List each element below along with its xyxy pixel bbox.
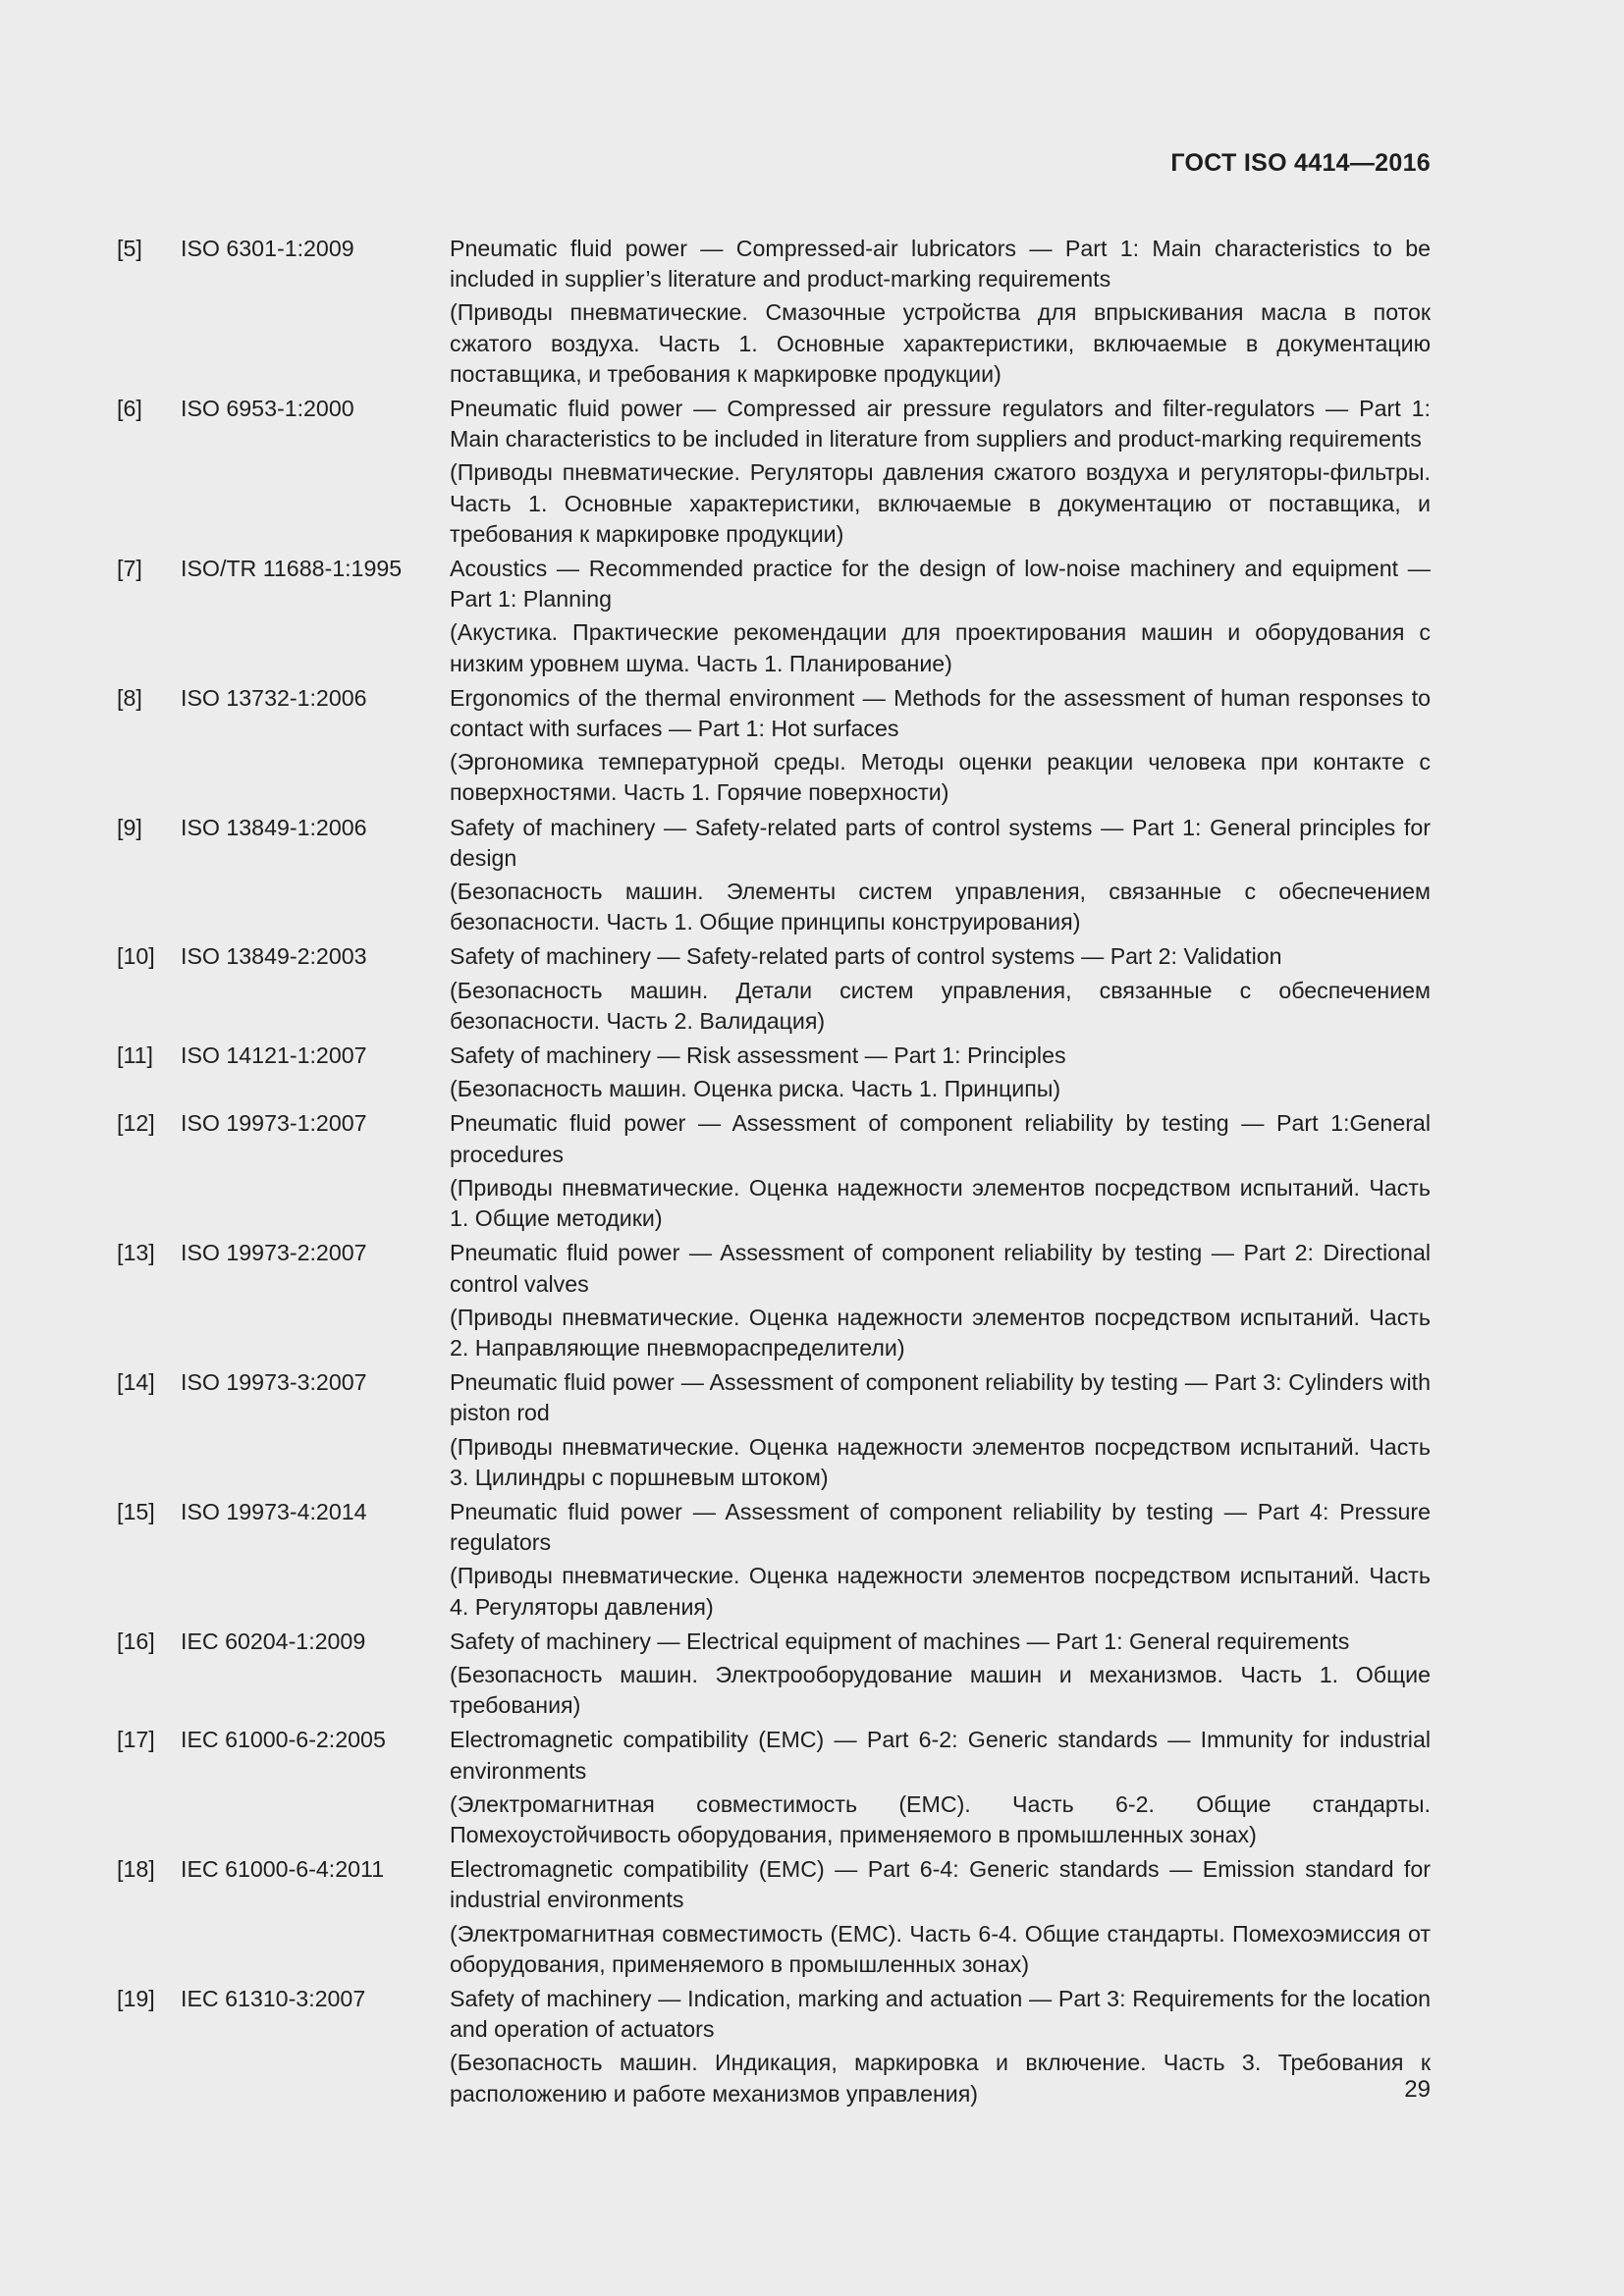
russian-title: (Электромагнитная совместимость (EMC). Часть 6-2. Общие стандарты. Помехоустойчивость оборудования, применяемого в промышленных зонах) <box>450 1790 1431 1847</box>
page-number: 29 <box>1404 2076 1431 2103</box>
bibliography-entry <box>117 1725 1431 1854</box>
bibliography-entry <box>117 1627 1431 1726</box>
entry-number: [15] <box>117 1498 155 1524</box>
entry-number: [13] <box>117 1240 155 1266</box>
entry-number: [5] <box>117 236 142 261</box>
russian-title: (Приводы пневматические. Оценка надежности элементов посредством испытаний. Часть 1. Общие методики) <box>450 1174 1431 1232</box>
english-title: Pneumatic fluid power — Assessment of component reliability by testing — Part 3: Cylinders with piston rod <box>450 1369 1431 1426</box>
standard-code: ISO 13732-1:2006 <box>181 684 367 711</box>
entry-description <box>450 941 1431 1041</box>
entry-description <box>450 1725 1431 1854</box>
entry-description <box>450 1108 1431 1238</box>
entry-description <box>450 1041 1431 1108</box>
russian-title: (Безопасность машин. Элементы систем управления, связанные с обеспечением безопасности. Часть 1. Общие принципы конструирования) <box>450 879 1431 935</box>
entry-description <box>450 234 1431 394</box>
bibliography-entry <box>117 1108 1431 1238</box>
standard-code: ISO 19973-4:2014 <box>181 1498 367 1524</box>
standard-code: ISO 19973-3:2007 <box>181 1369 367 1396</box>
entry-description <box>450 1854 1431 1984</box>
entry-number: [8] <box>117 684 142 711</box>
bibliography-entry <box>117 1984 1431 2113</box>
entry-description <box>450 1367 1431 1497</box>
standard-code: IEC 61310-3:2007 <box>181 1985 366 2011</box>
english-title: Ergonomics of the thermal environment — Methods for the assessment of human responses to contact with surfaces — Part 1: Hot surfaces <box>450 684 1431 742</box>
standard-code: ISO 13849-1:2006 <box>181 814 367 840</box>
standard-code: ISO 14121-1:2007 <box>181 1042 367 1069</box>
russian-title: (Электромагнитная совместимость (EMC). Часть 6-4. Общие стандарты. Помехоэмиссия от оборудования, применяемого в промышленных зонах) <box>450 1920 1431 1977</box>
bibliography-entry <box>117 1367 1431 1497</box>
entry-number: [16] <box>117 1628 155 1654</box>
entry-number: [12] <box>117 1110 155 1137</box>
bibliography-entry <box>117 234 1431 394</box>
entry-number: [19] <box>117 1985 155 2011</box>
standard-code: ISO 6301-1:2009 <box>181 236 354 261</box>
bibliography-entry <box>117 1497 1431 1627</box>
standard-code: IEC 61000-6-4:2011 <box>181 1856 385 1883</box>
english-title: Safety of machinery — Risk assessment — Part 1: Principles <box>450 1042 1066 1069</box>
english-title: Pneumatic fluid power — Assessment of component reliability by testing — Part 1:General procedures <box>450 1110 1431 1167</box>
entry-description <box>450 683 1431 813</box>
bibliography-entry <box>117 683 1431 813</box>
bibliography-list <box>117 234 1431 2113</box>
standard-code: IEC 60204-1:2009 <box>181 1628 366 1654</box>
russian-title: (Акустика. Практические рекомендации для проектирования машин и оборудования с низким уровнем шума. Часть 1. Планирование) <box>450 619 1431 676</box>
standard-code: ISO 13849-2:2003 <box>181 943 367 970</box>
russian-title: (Безопасность машин. Оценка риска. Часть 1. Принципы) <box>450 1076 1061 1102</box>
standard-code: ISO/TR 11688-1:1995 <box>181 556 403 582</box>
bibliography-entry <box>117 1041 1431 1108</box>
standard-code: ISO 19973-2:2007 <box>181 1240 367 1266</box>
entry-number: [11] <box>117 1042 153 1069</box>
english-title: Electromagnetic compatibility (EMC) — Part 6-2: Generic standards — Immunity for industrial environments <box>450 1727 1431 1784</box>
english-title: Safety of machinery — Indication, marking and actuation — Part 3: Requirements for the location and operation of actuators <box>450 1985 1431 2043</box>
entry-description <box>450 394 1431 554</box>
standard-code: ISO 19973-1:2007 <box>181 1110 367 1137</box>
english-title: Safety of machinery — Electrical equipment of machines — Part 1: General requirements <box>450 1628 1350 1654</box>
bibliography-entry <box>117 554 1431 683</box>
entry-number: [18] <box>117 1856 155 1883</box>
english-title: Pneumatic fluid power — Assessment of component reliability by testing — Part 4: Pressure regulators <box>450 1498 1431 1556</box>
english-title: Safety of machinery — Safety-related parts of control systems — Part 2: Validation <box>450 943 1282 970</box>
russian-title: (Эргономика температурной среды. Методы оценки реакции человека при контакте с поверхностями. Часть 1. Горячие поверхности) <box>450 749 1431 806</box>
entry-number: [9] <box>117 814 142 840</box>
entry-number: [6] <box>117 396 142 422</box>
entry-description <box>450 1497 1431 1627</box>
standard-code: ISO 6953-1:2000 <box>181 396 354 422</box>
russian-title: (Приводы пневматические. Оценка надежности элементов посредством испытаний. Часть 3. Цилиндры с поршневым штоком) <box>450 1433 1431 1490</box>
document-header: ГОСТ ISO 4414—2016 <box>1170 149 1431 177</box>
entry-description <box>450 813 1431 942</box>
russian-title: (Безопасность машин. Электрооборудование машин и механизмов. Часть 1. Общие требования) <box>450 1661 1431 1719</box>
standard-code: IEC 61000-6-2:2005 <box>181 1727 386 1753</box>
entry-number: [10] <box>117 943 155 970</box>
russian-title: (Приводы пневматические. Оценка надежности элементов посредством испытаний. Часть 2. Направляющие пневмораспределители) <box>450 1304 1431 1361</box>
entry-number: [17] <box>117 1727 155 1753</box>
entry-number: [7] <box>117 556 142 582</box>
entry-number: [14] <box>117 1369 155 1396</box>
russian-title: (Безопасность машин. Детали систем управления, связанные с обеспечением безопасности. Часть 2. Валидация) <box>450 977 1431 1034</box>
bibliography-entry <box>117 941 1431 1041</box>
entry-description <box>450 554 1431 683</box>
entry-description <box>450 1984 1431 2113</box>
bibliography-entry <box>117 1238 1431 1367</box>
english-title: Pneumatic fluid power — Compressed air pressure regulators and filter-regulators — Part 1: Main characteristics to be included in literature from suppliers and product-marking requirements <box>450 396 1431 453</box>
bibliography-entry <box>117 1854 1431 1984</box>
russian-title: (Приводы пневматические. Регуляторы давления сжатого воздуха и регуляторы-фильтры. Часть 1. Основные характеристики, включаемые в документацию от поставщика, и требования к маркировке продукции) <box>450 459 1431 547</box>
bibliography-entry <box>117 394 1431 554</box>
entry-description <box>450 1627 1431 1726</box>
english-title: Pneumatic fluid power — Compressed-air lubricators — Part 1: Main characteristics to be included in supplier’s literature and product-marking requirements <box>450 236 1431 293</box>
english-title: Pneumatic fluid power — Assessment of component reliability by testing — Part 2: Directional control valves <box>450 1240 1431 1297</box>
russian-title: (Приводы пневматические. Оценка надежности элементов посредством испытаний. Часть 4. Регуляторы давления) <box>450 1563 1431 1620</box>
english-title: Safety of machinery — Safety-related parts of control systems — Part 1: General principles for design <box>450 814 1431 871</box>
entry-description <box>450 1238 1431 1367</box>
russian-title: (Приводы пневматические. Смазочные устройства для впрыскивания масла в поток сжатого воздуха. Часть 1. Основные характеристики, включаемые в документацию поставщика, и требования к маркировке продукции) <box>450 299 1431 387</box>
english-title: Electromagnetic compatibility (EMC) — Part 6-4: Generic standards — Emission standard for industrial environments <box>450 1856 1431 1913</box>
russian-title: (Безопасность машин. Индикация, маркировка и включение. Часть 3. Требования к расположению и работе механизмов управления) <box>450 2050 1431 2107</box>
bibliography-entry <box>117 813 1431 942</box>
english-title: Acoustics — Recommended practice for the design of low-noise machinery and equipment — Part 1: Planning <box>450 556 1431 613</box>
